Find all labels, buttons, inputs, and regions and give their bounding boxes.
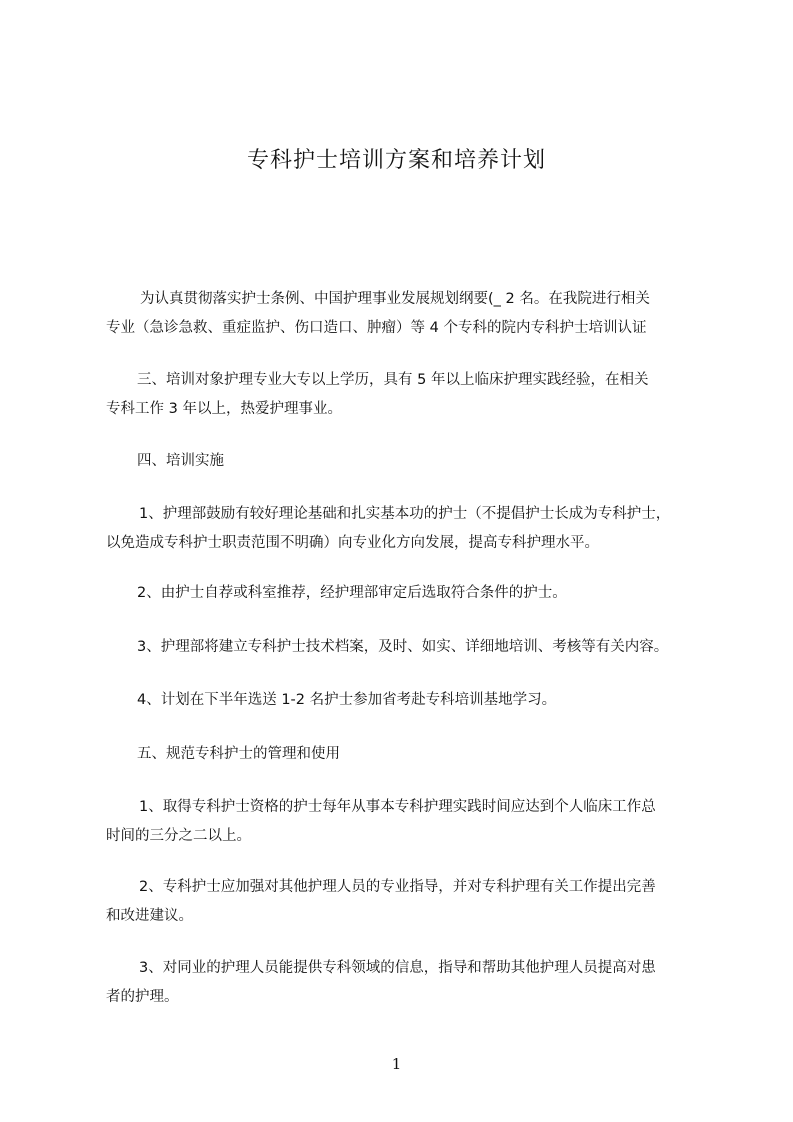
paragraph bbox=[106, 579, 726, 608]
paragraph bbox=[106, 285, 726, 343]
paragraph-line: 专科工作 3 年以上，热爱护理事业。 bbox=[106, 401, 342, 417]
paragraph-line: 3、对同业的护理人员能提供专科领域的信息，指导和帮助其他护理人员提高对患 bbox=[139, 960, 656, 976]
paragraph bbox=[106, 873, 726, 931]
page-number: 1 bbox=[391, 1055, 402, 1073]
paragraph-line: 1、取得专科护士资格的护士每年从事本专科护理实践时间应达到个人临床工作总 bbox=[139, 799, 656, 815]
paragraph-line: 专业（急诊急救、重症监护、伤口造口、肿瘤）等 4 个专科的院内专科护士培训认证 bbox=[106, 320, 647, 336]
paragraph bbox=[106, 954, 726, 1012]
paragraph-line: 三、培训对象护理专业大专以上学历，具有 5 年以上临床护理实践经验，在相关 bbox=[137, 372, 649, 388]
paragraph-line: 五、规范专科护士的管理和使用 bbox=[137, 746, 340, 762]
paragraph-line: 为认真贯彻落实护士条例、中国护理事业发展规划纲要(_ 2 名。在我院进行相关 bbox=[140, 291, 650, 307]
section-heading bbox=[106, 740, 726, 769]
paragraph-line: 4、计划在下半年选送 1-2 名护士参加省考赴专科培训基地学习。 bbox=[137, 692, 557, 708]
paragraph bbox=[106, 366, 726, 424]
paragraph-line: 和改进建议。 bbox=[106, 908, 193, 924]
paragraph bbox=[106, 686, 726, 715]
paragraph-line: 3、护理部将建立专科护士技术档案，及时、如实、详细地培训、考核等有关内容。 bbox=[137, 639, 669, 655]
section-heading bbox=[106, 447, 726, 476]
paragraph-line: 时间的三分之二以上。 bbox=[106, 828, 251, 844]
document-title: 专科护士培训方案和培养计划 bbox=[246, 148, 546, 173]
paragraph bbox=[106, 633, 726, 662]
paragraph bbox=[106, 793, 726, 851]
paragraph-line: 2、由护士自荐或科室推荐，经护理部审定后选取符合条件的护士。 bbox=[137, 585, 567, 601]
paragraph-line: 2、专科护士应加强对其他护理人员的专业指导，并对专科护理有关工作提出完善 bbox=[139, 879, 656, 895]
paragraph bbox=[106, 500, 726, 558]
paragraph-line: 四、培训实施 bbox=[137, 453, 224, 469]
paragraph-line: 以免造成专科护士职责范围不明确）向专业化方向发展，提高专科护理水平。 bbox=[106, 535, 599, 551]
paragraph-line: 1、护理部鼓励有较好理论基础和扎实基本功的护士（不提倡护士长成为专科护士， bbox=[139, 506, 671, 522]
paragraph-line: 者的护理。 bbox=[106, 989, 179, 1005]
